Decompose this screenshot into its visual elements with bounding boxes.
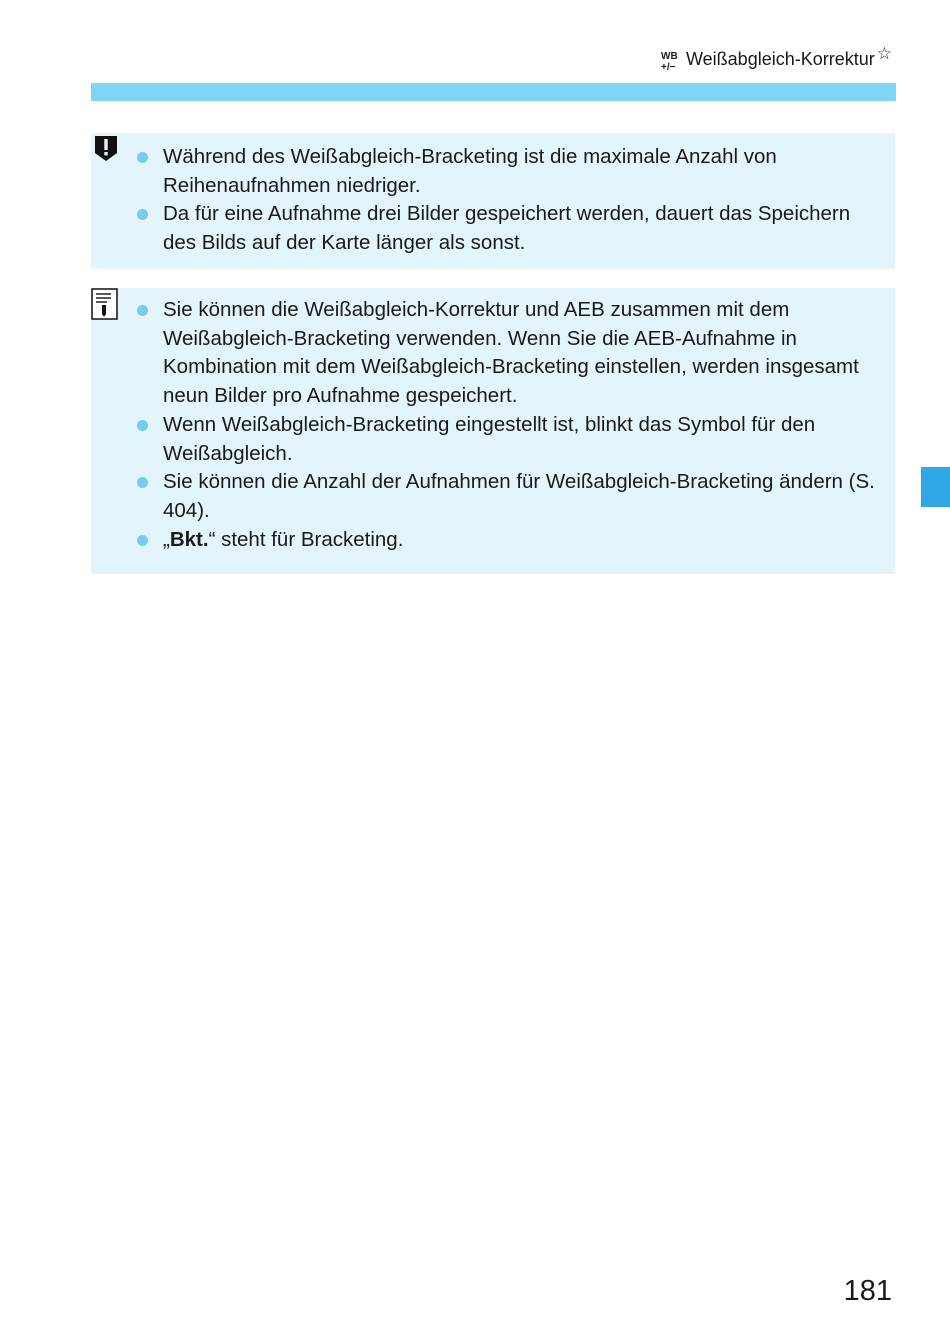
page-header bbox=[660, 44, 892, 72]
svg-text:WB: WB bbox=[661, 51, 678, 62]
note-icon bbox=[91, 288, 121, 327]
list-item bbox=[136, 411, 881, 468]
header-title: Weißabgleich-Korrektur bbox=[686, 49, 875, 69]
bullet-icon bbox=[137, 209, 148, 220]
note-item-text: Sie können die Anzahl der Aufnahmen für Weißabgleich-Bracketing ändern (S. 404). bbox=[163, 470, 875, 522]
caution-box bbox=[91, 133, 895, 269]
page-number: 181 bbox=[843, 1275, 892, 1307]
star-icon: ☆ bbox=[876, 44, 892, 63]
caution-item-text: Da für eine Aufnahme drei Bilder gespeichert werden, dauert das Speichern des Bilds auf der Karte länger als sonst. bbox=[163, 202, 851, 255]
note-box bbox=[91, 288, 895, 574]
caution-list bbox=[136, 143, 881, 258]
bullet-icon bbox=[137, 305, 148, 316]
list-item bbox=[136, 468, 881, 525]
note-item-text: Wenn Weißabgleich-Bracketing eingestellt ist, blinkt das Symbol für den Weißabgleich. bbox=[163, 412, 816, 465]
note-list bbox=[136, 296, 881, 554]
list-item bbox=[136, 526, 881, 555]
bullet-icon bbox=[137, 420, 148, 431]
white-balance-correction-icon bbox=[660, 50, 680, 72]
bullet-icon bbox=[137, 152, 148, 163]
header-accent-bar bbox=[91, 83, 896, 101]
list-item bbox=[136, 143, 881, 200]
note-item-bold-term: Bkt. bbox=[169, 527, 209, 551]
caution-icon bbox=[91, 133, 121, 168]
caution-item-text: Während des Weißabgleich-Bracketing ist die maximale Anzahl von Reihenaufnahmen niedriger. bbox=[163, 145, 777, 197]
note-item-text: Sie können die Weißabgleich-Korrektur und AEB zusammen mit dem Weißabgleich-Bracketing verwenden. Wenn Sie die AEB-Aufnahme in Kombination mit dem Weißabgleich-Bracketing einstellen, werden insgesamt neun Bilder pro Aufnahme gespeichert. bbox=[163, 298, 859, 408]
list-item bbox=[136, 296, 881, 411]
note-item-open-quote: „ bbox=[163, 527, 170, 551]
svg-text:+/−: +/− bbox=[661, 62, 676, 72]
note-item-rest: “ steht für Bracketing. bbox=[208, 527, 404, 551]
list-item bbox=[136, 200, 881, 257]
bullet-icon bbox=[137, 535, 148, 546]
bullet-icon bbox=[137, 477, 148, 488]
chapter-side-tab bbox=[921, 467, 950, 507]
